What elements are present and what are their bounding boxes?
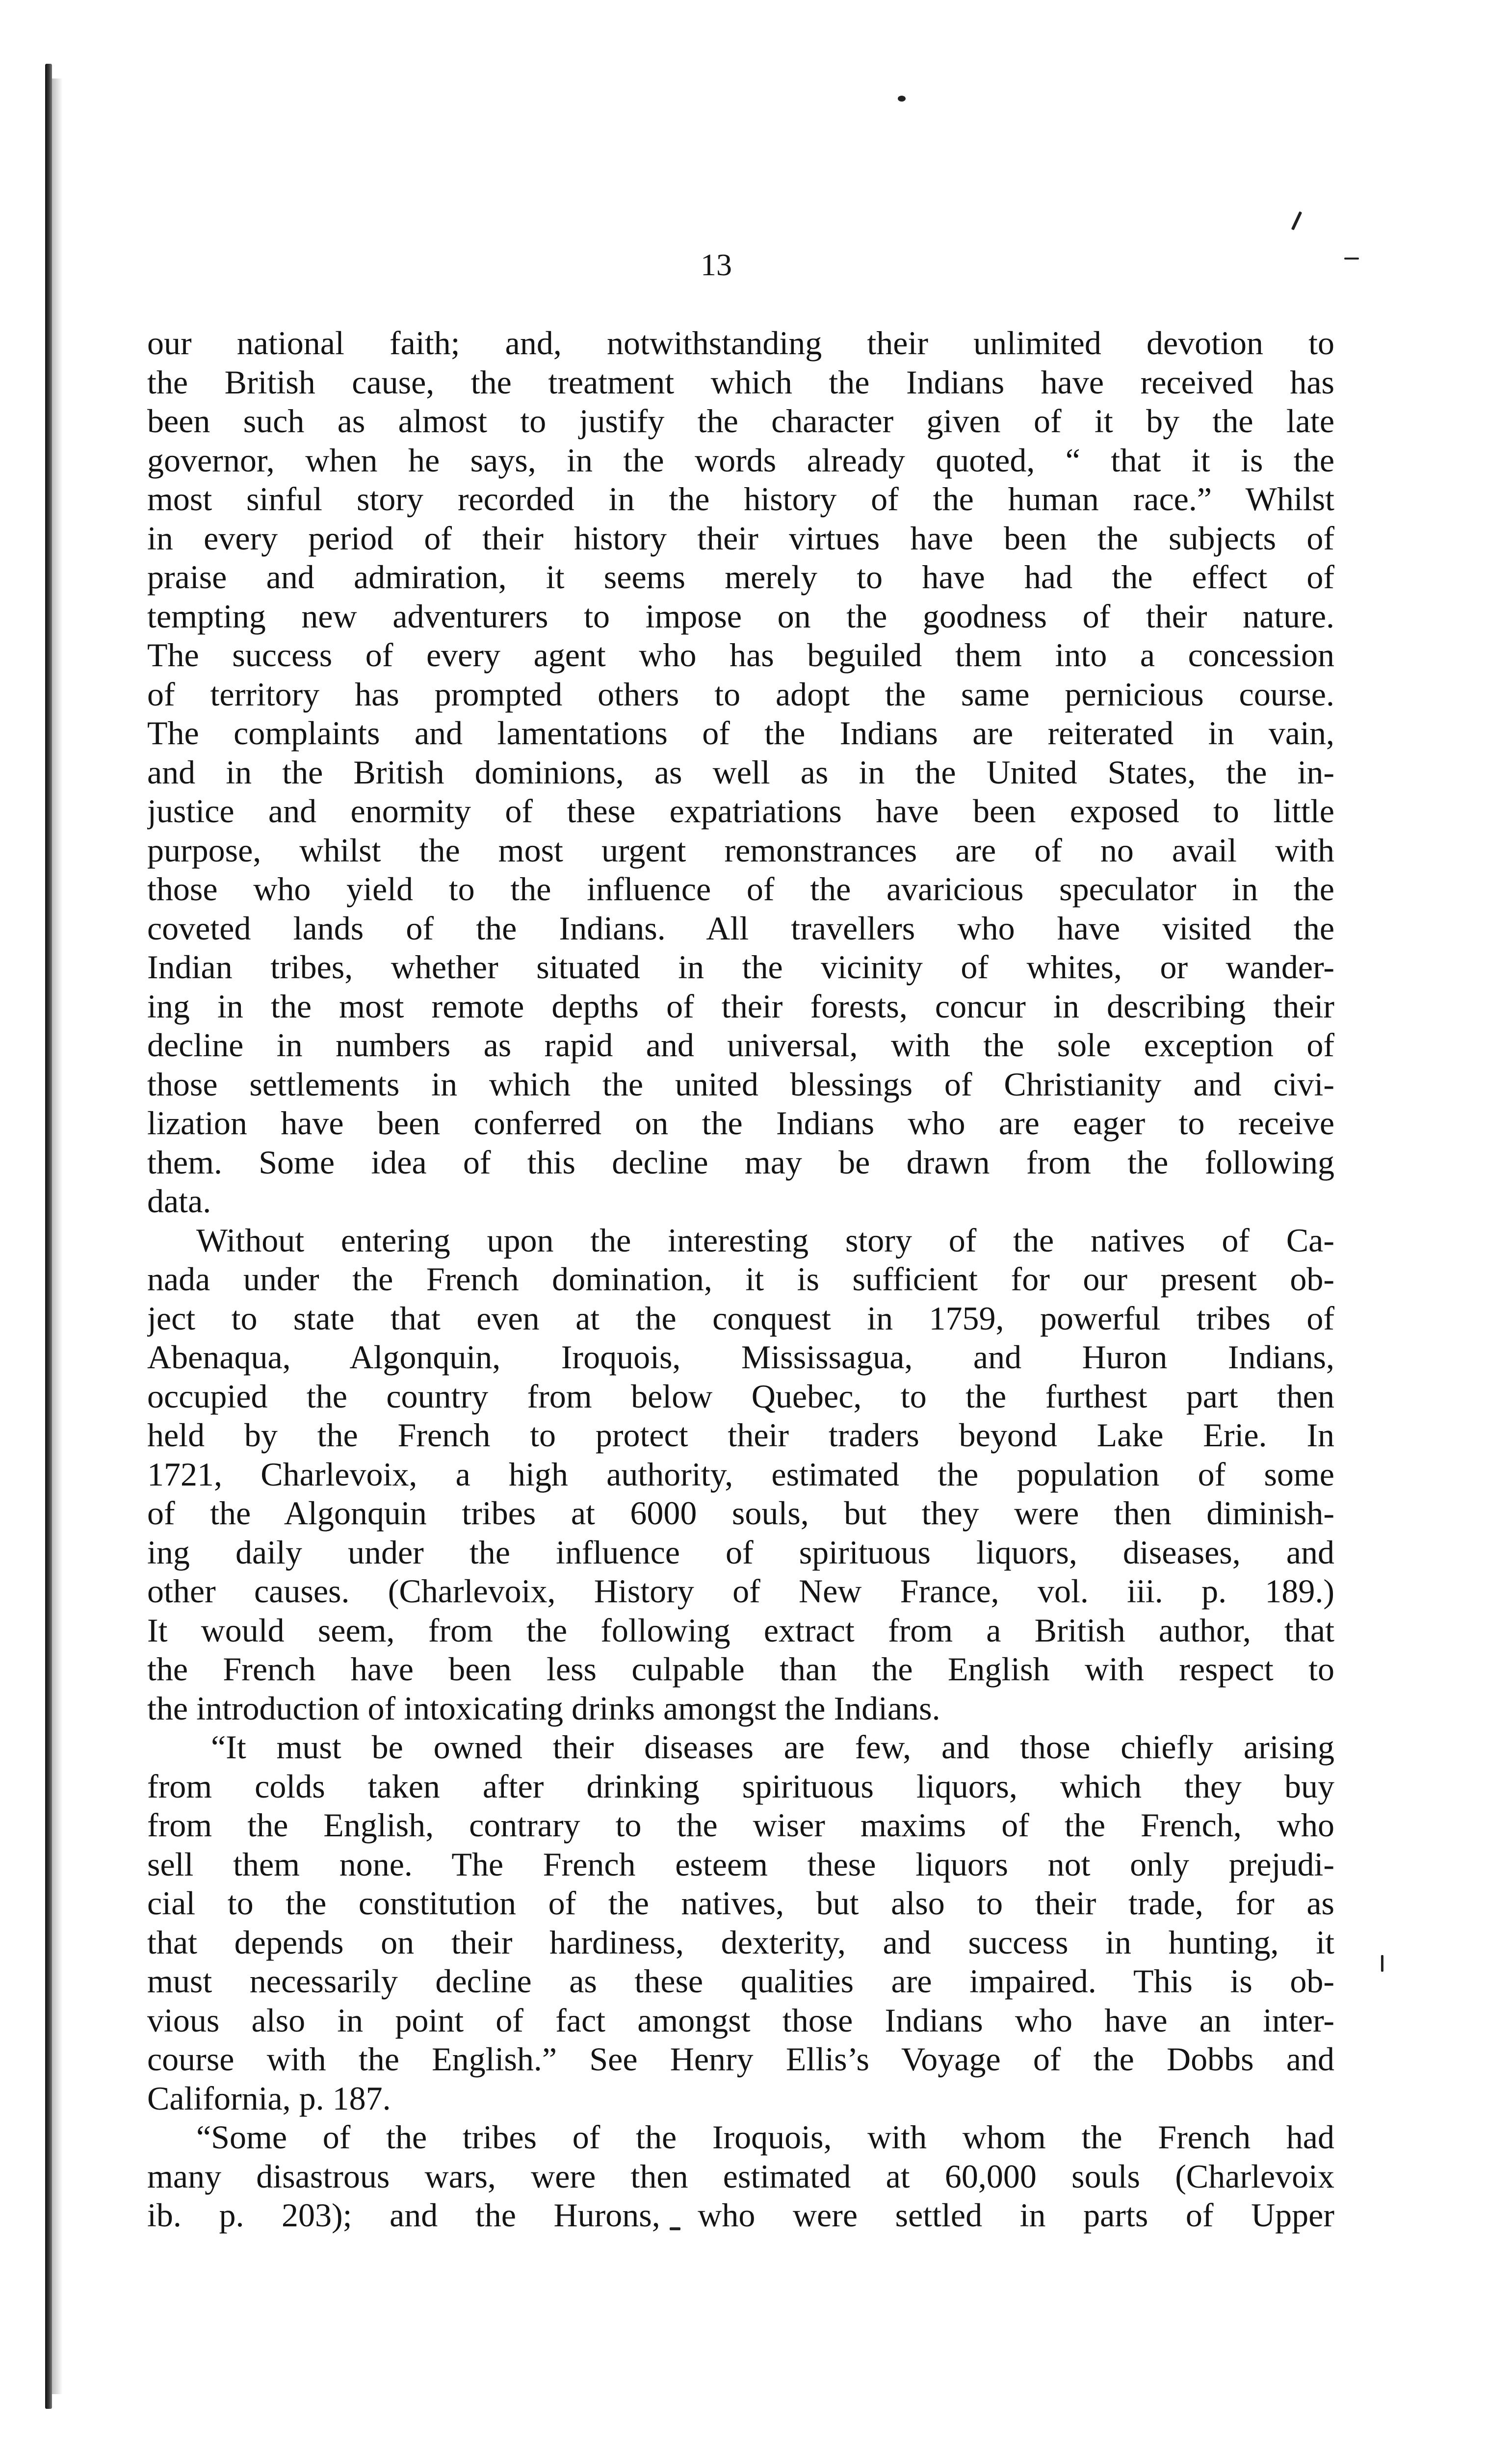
text-line: cial to the constitution of the natives, but also to their trade, for as xyxy=(147,1884,1334,1922)
paragraph xyxy=(147,2118,1334,2235)
text-line: ing in the most remote depths of their forests, concur in describing their xyxy=(147,987,1334,1025)
text-line: The success of every agent who has beguiled them into a concession xyxy=(147,636,1334,674)
text-line: those who yield to the influence of the avaricious speculator in the xyxy=(147,870,1334,908)
paragraph xyxy=(147,324,1334,1221)
text-line: Abenaqua, Algonquin, Iroquois, Mississagua, and Huron Indians, xyxy=(147,1338,1334,1376)
text-line: data. xyxy=(147,1182,211,1220)
text-line: from colds taken after drinking spirituous liquors, which they buy xyxy=(147,1767,1334,1805)
text-line: Without entering upon the interesting story of the natives of Ca- xyxy=(196,1221,1334,1259)
text-line: It would seem, from the following extract from a British author, that xyxy=(147,1611,1334,1649)
text-line: the British cause, the treatment which the Indians have received has xyxy=(147,363,1334,401)
text-line: in every period of their history their virtues have been the subjects of xyxy=(147,519,1334,557)
ink-mark xyxy=(1344,258,1359,260)
text-line: many disastrous wars, were then estimated at 60,000 souls (Charlevoix xyxy=(147,2157,1334,2195)
text-line: praise and admiration, it seems merely to have had the effect of xyxy=(147,558,1334,596)
text-line: that depends on their hardiness, dexterity, and success in hunting, it xyxy=(147,1923,1334,1961)
text-line: and in the British dominions, as well as in the United States, the in- xyxy=(147,753,1334,791)
paragraph xyxy=(147,1221,1334,1728)
page-number: 13 xyxy=(701,247,732,282)
text-line: justice and enormity of these expatriations have been exposed to little xyxy=(147,792,1334,830)
text-line: occupied the country from below Quebec, to the furthest part then xyxy=(147,1377,1334,1415)
text-line: from the English, contrary to the wiser maxims of the French, who xyxy=(147,1806,1334,1844)
text-line: coveted lands of the Indians. All travellers who have visited the xyxy=(147,909,1334,947)
text-line: purpose, whilst the most urgent remonstrances are of no avail with xyxy=(147,831,1334,869)
binding-shadow xyxy=(52,78,63,2394)
text-line: ject to state that even at the conquest in 1759, powerful tribes of xyxy=(147,1299,1334,1337)
text-line: ib. p. 203); and the Hurons, who were settled in parts of Upper xyxy=(147,2196,1334,2234)
text-line: vious also in point of fact amongst those Indians who have an inter- xyxy=(147,2001,1334,2039)
block-quote xyxy=(147,1728,1334,2118)
text-line: lization have been conferred on the Indians who are eager to receive xyxy=(147,1104,1334,1142)
body-text xyxy=(147,324,1334,2235)
text-line: course with the English.” See Henry Ellis’s Voyage of the Dobbs and xyxy=(147,2040,1334,2078)
ink-speck xyxy=(898,96,906,102)
text-line: “It must be owned their diseases are few, and those chiefly arising xyxy=(211,1728,1334,1766)
text-line: The complaints and lamentations of the Indians are reiterated in vain, xyxy=(147,714,1334,752)
text-line: sell them none. The French esteem these liquors not only prejudi- xyxy=(147,1845,1334,1883)
text-line: other causes. (Charlevoix, History of New France, vol. iii. p. 189.) xyxy=(147,1572,1334,1610)
text-line: Indian tribes, whether situated in the vicinity of whites, or wander- xyxy=(147,948,1334,986)
text-line: California, p. 187. xyxy=(147,2079,391,2117)
text-line: must necessarily decline as these qualities are impaired. This is ob- xyxy=(147,1962,1334,2000)
text-line: tempting new adventurers to impose on the goodness of their nature. xyxy=(147,597,1334,635)
text-line: the French have been less culpable than the English with respect to xyxy=(147,1650,1334,1688)
text-line: the introduction of intoxicating drinks amongst the Indians. xyxy=(147,1689,940,1727)
text-line: most sinful story recorded in the history of the human race.” Whilst xyxy=(147,480,1334,518)
text-line: decline in numbers as rapid and universal, with the sole exception of xyxy=(147,1026,1334,1064)
text-line: them. Some idea of this decline may be drawn from the following xyxy=(147,1143,1334,1181)
text-line: ing daily under the influence of spirituous liquors, diseases, and xyxy=(147,1533,1334,1571)
text-line: 1721, Charlevoix, a high authority, estimated the population of some xyxy=(147,1455,1334,1493)
text-line: our national faith; and, notwithstanding their unlimited devotion to xyxy=(147,324,1334,362)
text-line: of the Algonquin tribes at 6000 souls, but they were then diminish- xyxy=(147,1494,1334,1532)
text-line: held by the French to protect their traders beyond Lake Erie. In xyxy=(147,1416,1334,1454)
text-line: “Some of the tribes of the Iroquois, with whom the French had xyxy=(196,2118,1334,2156)
ink-mark xyxy=(1381,1955,1383,1972)
text-line: those settlements in which the united blessings of Christianity and civi- xyxy=(147,1065,1334,1103)
text-line: nada under the French domination, it is sufficient for our present ob- xyxy=(147,1260,1334,1298)
text-line: been such as almost to justify the character given of it by the late xyxy=(147,402,1334,440)
text-line: of territory has prompted others to adopt the same pernicious course. xyxy=(147,675,1334,713)
book-binding-edge xyxy=(45,64,52,2409)
ink-mark xyxy=(1291,211,1302,231)
text-line: governor, when he says, in the words already quoted, “ that it is the xyxy=(147,441,1334,479)
